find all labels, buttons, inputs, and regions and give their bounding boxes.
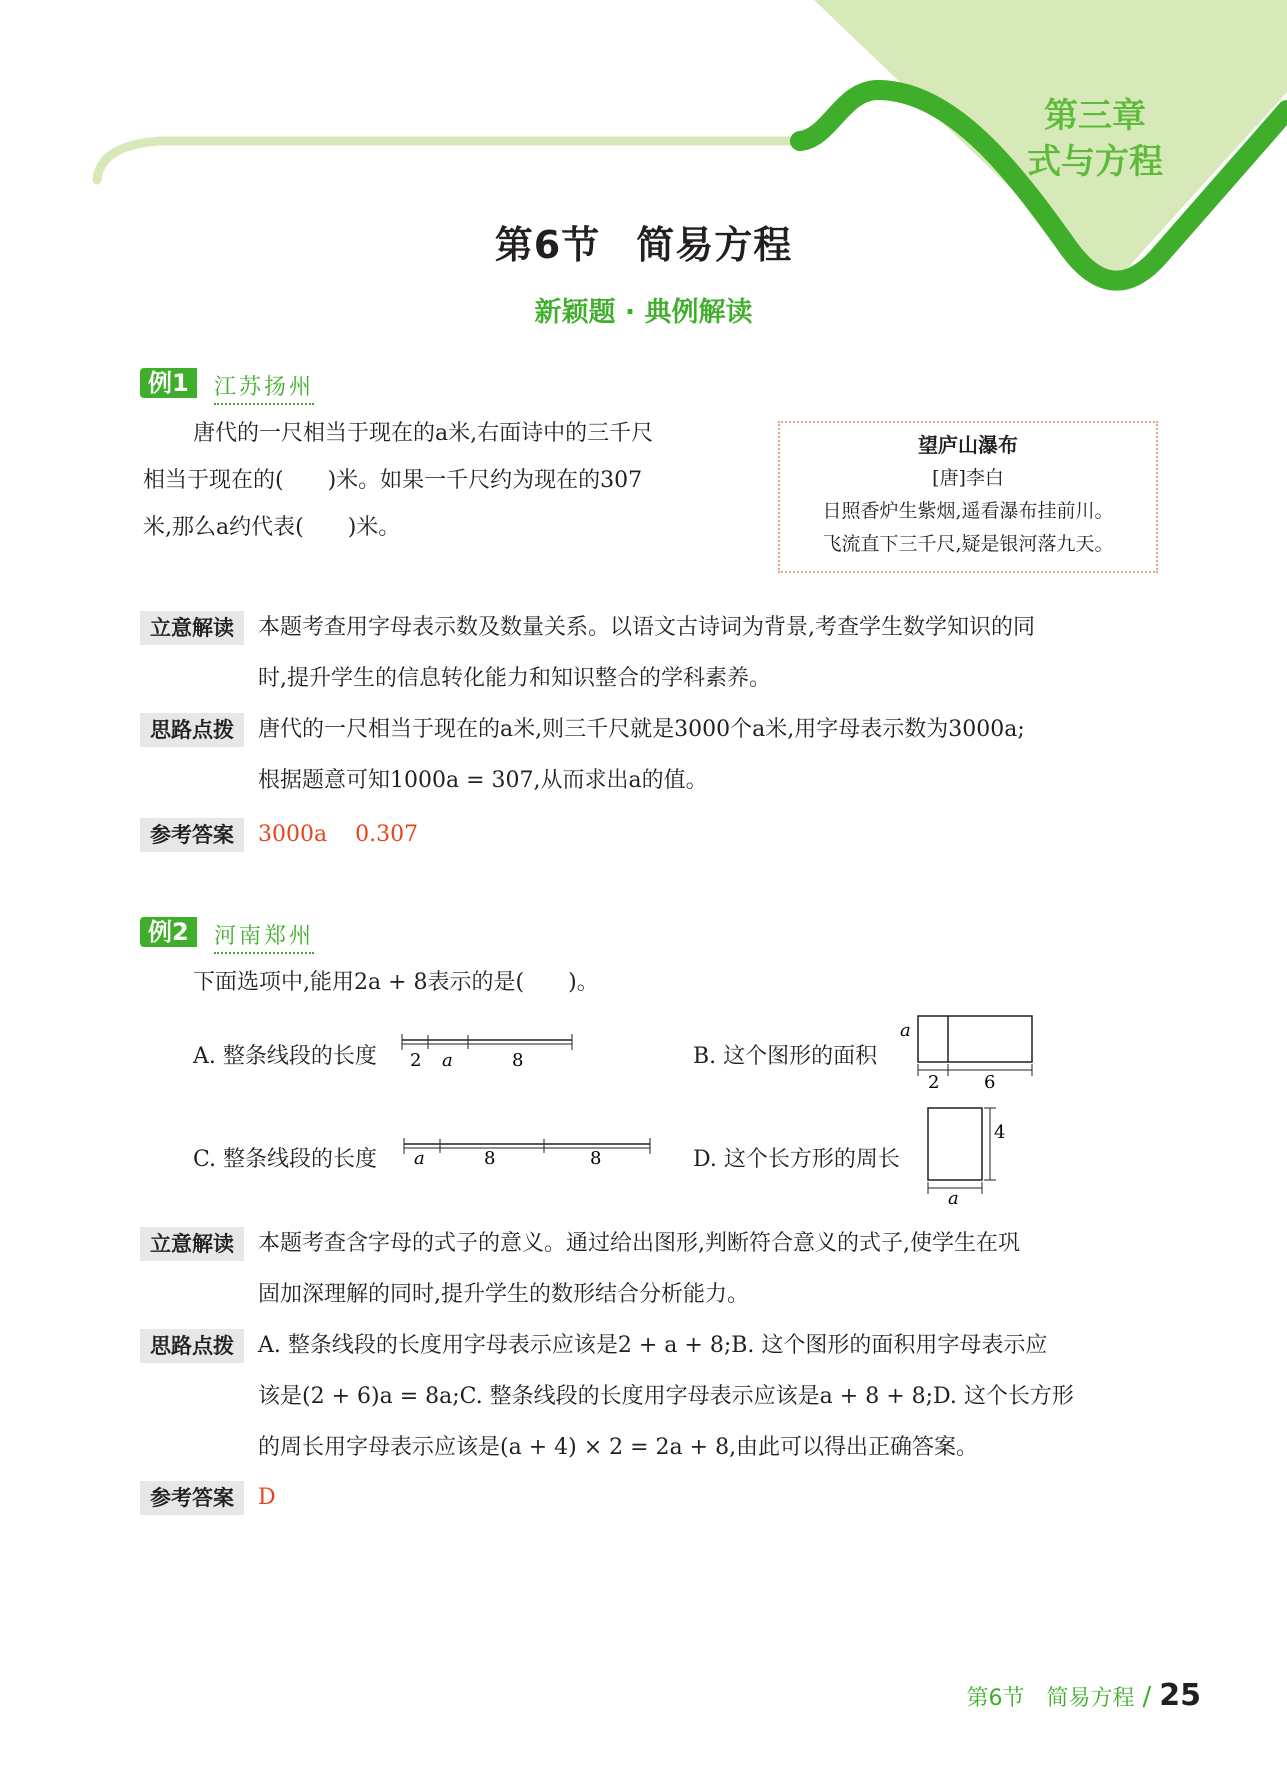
- example1-intent-line1: 本题考查用字母表示数及数量关系。以语文古诗词为背景,考查学生数学知识的同: [258, 615, 1035, 640]
- option-d-figure: [924, 1102, 1008, 1206]
- example1-intent-label: 立意解读: [140, 611, 244, 645]
- option-b-bottom-1: 2: [928, 1072, 940, 1090]
- chapter-title: 式与方程: [1027, 142, 1163, 182]
- option-c-figure: [400, 1134, 656, 1176]
- option-a-seg1: 2: [410, 1050, 422, 1071]
- footer-section: 第6节 简易方程: [966, 1686, 1135, 1711]
- page-title: [0, 214, 1287, 269]
- footer-separator: /: [1142, 1682, 1152, 1712]
- option-b-figure: [896, 1012, 1038, 1090]
- example1-answer-1: 3000a: [258, 822, 328, 847]
- chapter-number: 第三章: [1044, 96, 1146, 136]
- example1-location: 江苏扬州: [214, 370, 314, 405]
- option-c-seg2: 8: [484, 1148, 496, 1169]
- example2-answer: D: [258, 1485, 276, 1510]
- example2-intent-label: 立意解读: [140, 1227, 244, 1261]
- example2-hint-label: 思路点拨: [140, 1329, 244, 1363]
- example2-hint-line1: A. 整条线段的长度用字母表示应该是2 + a + 8;B. 这个图形的面积用字母表示应: [258, 1333, 1048, 1358]
- page-footer: [966, 1678, 1201, 1713]
- example2-intent-line2: 固加深理解的同时,提升学生的数形结合分析能力。: [258, 1282, 749, 1307]
- option-a-seg2: a: [442, 1050, 453, 1071]
- option-c-seg3: 8: [590, 1148, 602, 1169]
- example1-tag: 例1: [140, 368, 197, 398]
- example2-location: 河南郑州: [214, 919, 314, 954]
- example1-answer: [258, 822, 446, 847]
- example1-intent-line2: 时,提升学生的信息转化能力和知识整合的学科素养。: [258, 666, 771, 691]
- example2-intent-line1: 本题考查含字母的式子的意义。通过给出图形,判断符合意义的式子,使学生在巩: [258, 1231, 1020, 1256]
- section-number: 第6节: [494, 223, 601, 267]
- example2-answer-label: 参考答案: [140, 1481, 244, 1515]
- example2-tag: 例2: [140, 917, 197, 947]
- example1-question-line1: 唐代的一尺相当于现在的a米,右面诗中的三千尺: [193, 421, 654, 446]
- option-d-label: D. 这个长方形的周长: [693, 1147, 900, 1172]
- example1-question-line3: 米,那么a约代表( )米。: [143, 515, 401, 540]
- example1-answer-label: 参考答案: [140, 818, 244, 852]
- section-name: 简易方程: [636, 223, 793, 267]
- example2-hint-line2: 该是(2 + 6)a = 8a;C. 整条线段的长度用字母表示应该是a + 8 + 8;D. 这个长方形: [258, 1384, 1074, 1409]
- poem-box: [778, 421, 1158, 573]
- option-b-label: B. 这个图形的面积: [693, 1044, 878, 1069]
- option-a-label: A. 整条线段的长度: [193, 1044, 377, 1069]
- example2-question: 下面选项中,能用2a + 8表示的是( )。: [193, 970, 599, 995]
- poem-line1: 日照香炉生紫烟,遥看瀑布挂前川。: [822, 500, 1114, 522]
- example1-hint-label: 思路点拨: [140, 713, 244, 747]
- poem-author: [唐]李白: [932, 467, 1004, 489]
- option-d-bottom-label: a: [948, 1188, 959, 1206]
- page-number: 25: [1159, 1678, 1201, 1713]
- poem-title: 望庐山瀑布: [918, 433, 1018, 457]
- option-d-side-label: 4: [994, 1122, 1006, 1143]
- option-c-label: C. 整条线段的长度: [193, 1147, 378, 1172]
- option-c-seg1: a: [414, 1148, 425, 1169]
- option-a-figure: [398, 1030, 578, 1072]
- example1-answer-2: 0.307: [355, 822, 419, 847]
- example1-question-line2: 相当于现在的( )米。如果一千尺约为现在的307: [143, 468, 643, 493]
- example2-hint-line3: 的周长用字母表示应该是(a + 4) × 2 = 2a + 8,由此可以得出正确答案。: [258, 1435, 979, 1460]
- option-b-bottom-2: 6: [984, 1072, 996, 1090]
- page-subtitle: 新颖题 · 典例解读: [534, 297, 753, 328]
- option-b-side-label: a: [900, 1020, 911, 1041]
- example1-hint-line2: 根据题意可知1000a = 307,从而求出a的值。: [258, 768, 708, 793]
- poem-line2: 飞流直下三千尺,疑是银河落九天。: [822, 533, 1114, 555]
- example1-hint-line1: 唐代的一尺相当于现在的a米,则三千尺就是3000个a米,用字母表示数为3000a;: [258, 717, 1025, 742]
- option-a-seg3: 8: [512, 1050, 524, 1071]
